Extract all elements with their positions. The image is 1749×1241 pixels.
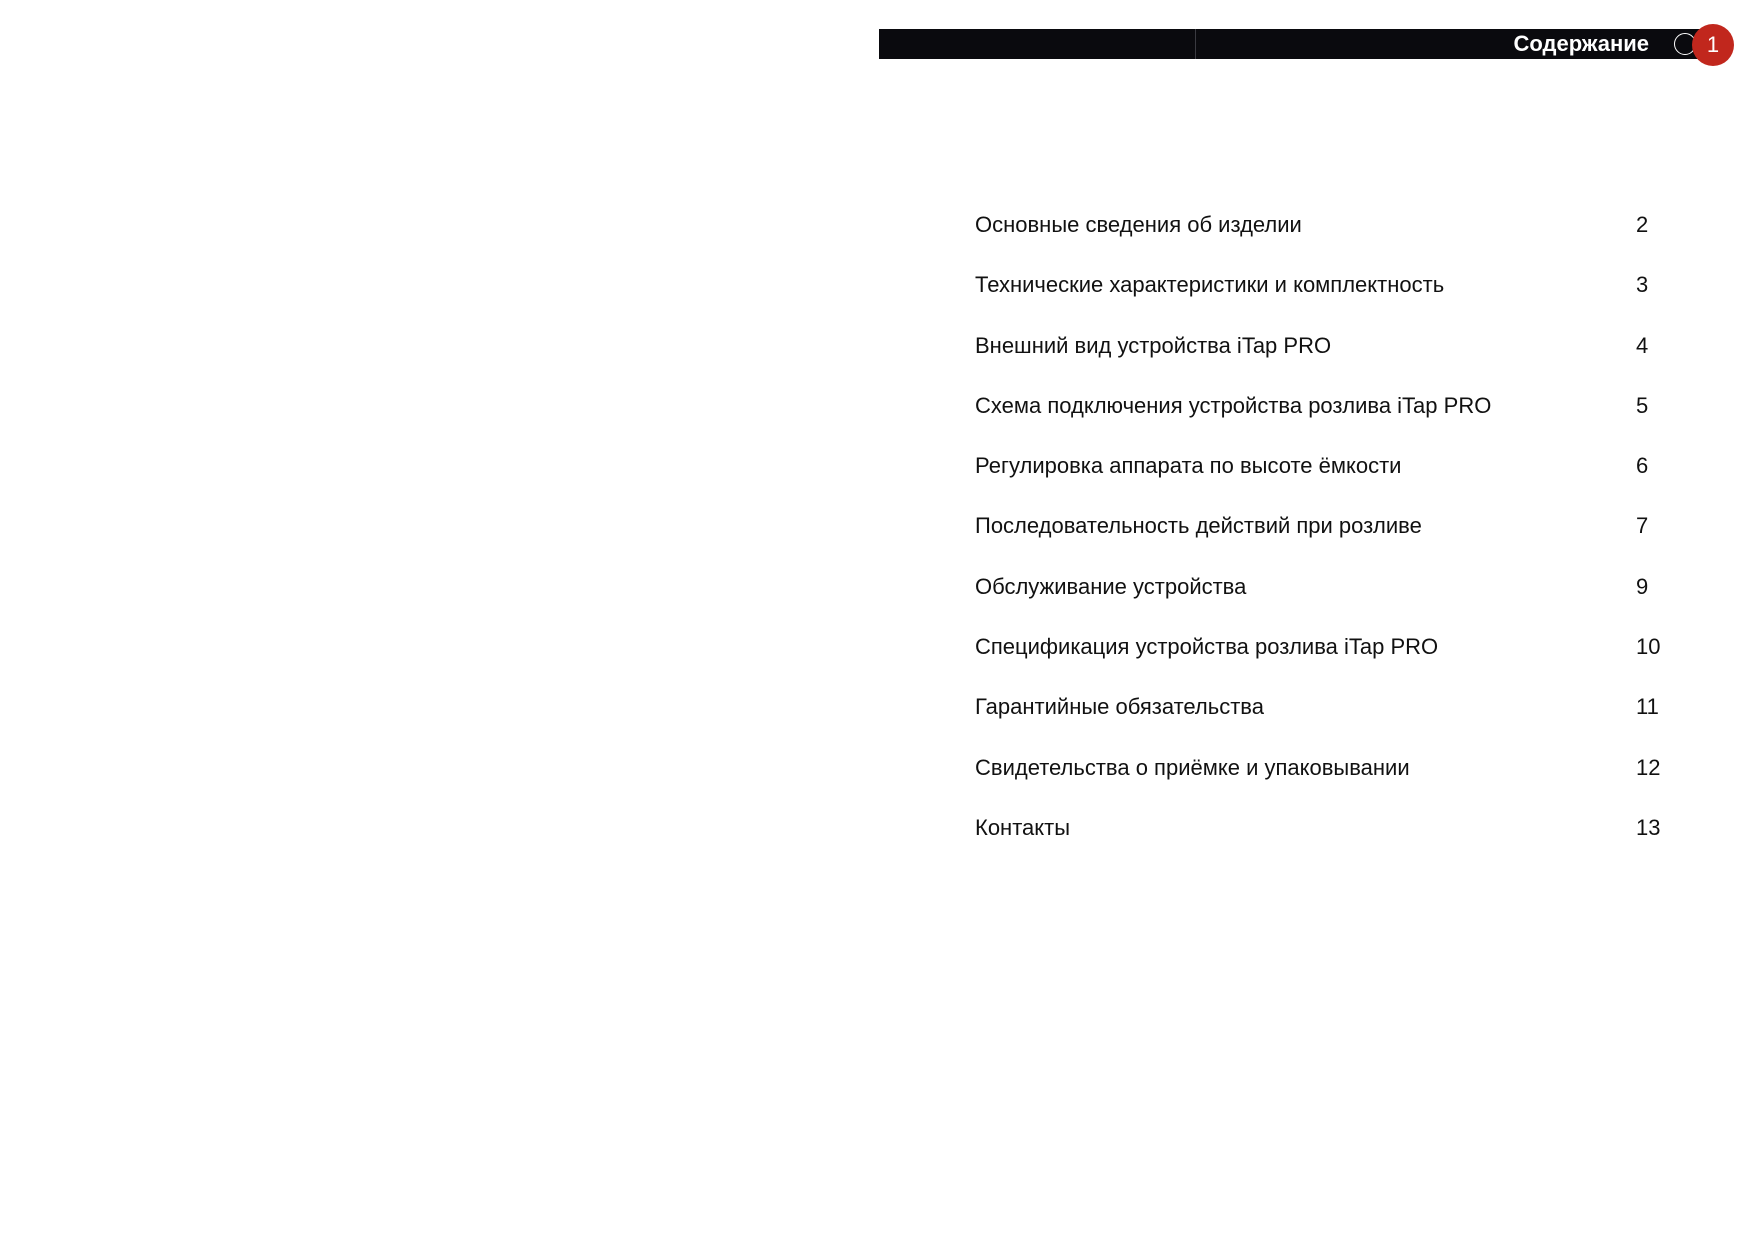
toc-item-page: 4 <box>1636 332 1649 358</box>
toc-item[interactable] <box>975 687 1665 747</box>
toc-item-title: Внешний вид устройства iTap PRO <box>975 332 1332 358</box>
page-number-badge: 1 <box>1692 24 1734 66</box>
toc-item[interactable] <box>975 567 1665 627</box>
toc-item-page: 9 <box>1636 573 1649 599</box>
toc-item-page: 13 <box>1636 814 1661 840</box>
toc-item-title: Контакты <box>975 814 1071 840</box>
toc-item[interactable] <box>975 627 1665 687</box>
toc-item-title: Последовательность действий при розливе <box>975 513 1422 539</box>
toc-item[interactable] <box>975 506 1665 566</box>
toc-item-page: 6 <box>1636 453 1649 479</box>
toc-item[interactable] <box>975 326 1665 386</box>
toc-item-title: Спецификация устройства розлива iTap PRO <box>975 634 1439 660</box>
toc-item-page: 10 <box>1636 634 1661 660</box>
page-title: Содержание <box>1513 31 1649 56</box>
table-of-contents <box>975 205 1665 868</box>
toc-item[interactable] <box>975 808 1665 868</box>
toc-item[interactable] <box>975 748 1665 808</box>
toc-item-page: 11 <box>1636 694 1659 720</box>
toc-item-title: Свидетельства о приёмке и упаковывании <box>975 754 1410 780</box>
toc-item-page: 7 <box>1636 513 1649 539</box>
toc-item-title: Гарантийные обязательства <box>975 694 1264 720</box>
toc-item[interactable] <box>975 205 1665 265</box>
toc-item-title: Регулировка аппарата по высоте ёмкости <box>975 453 1402 479</box>
toc-item[interactable] <box>975 265 1665 325</box>
toc-item-title: Обслуживание устройства <box>975 573 1247 599</box>
toc-item[interactable] <box>975 446 1665 506</box>
toc-item-title: Технические характеристики и комплектность <box>975 272 1445 298</box>
toc-item-title: Основные сведения об изделии <box>975 212 1302 237</box>
header-divider <box>1195 29 1196 59</box>
toc-item-title: Схема подключения устройства розлива iTap PRO <box>975 392 1492 418</box>
toc-item-page: 2 <box>1636 212 1649 237</box>
toc-item-page: 12 <box>1636 754 1661 780</box>
toc-item-page: 3 <box>1636 272 1649 298</box>
toc-item-page: 5 <box>1636 392 1649 418</box>
toc-item[interactable] <box>975 386 1665 446</box>
